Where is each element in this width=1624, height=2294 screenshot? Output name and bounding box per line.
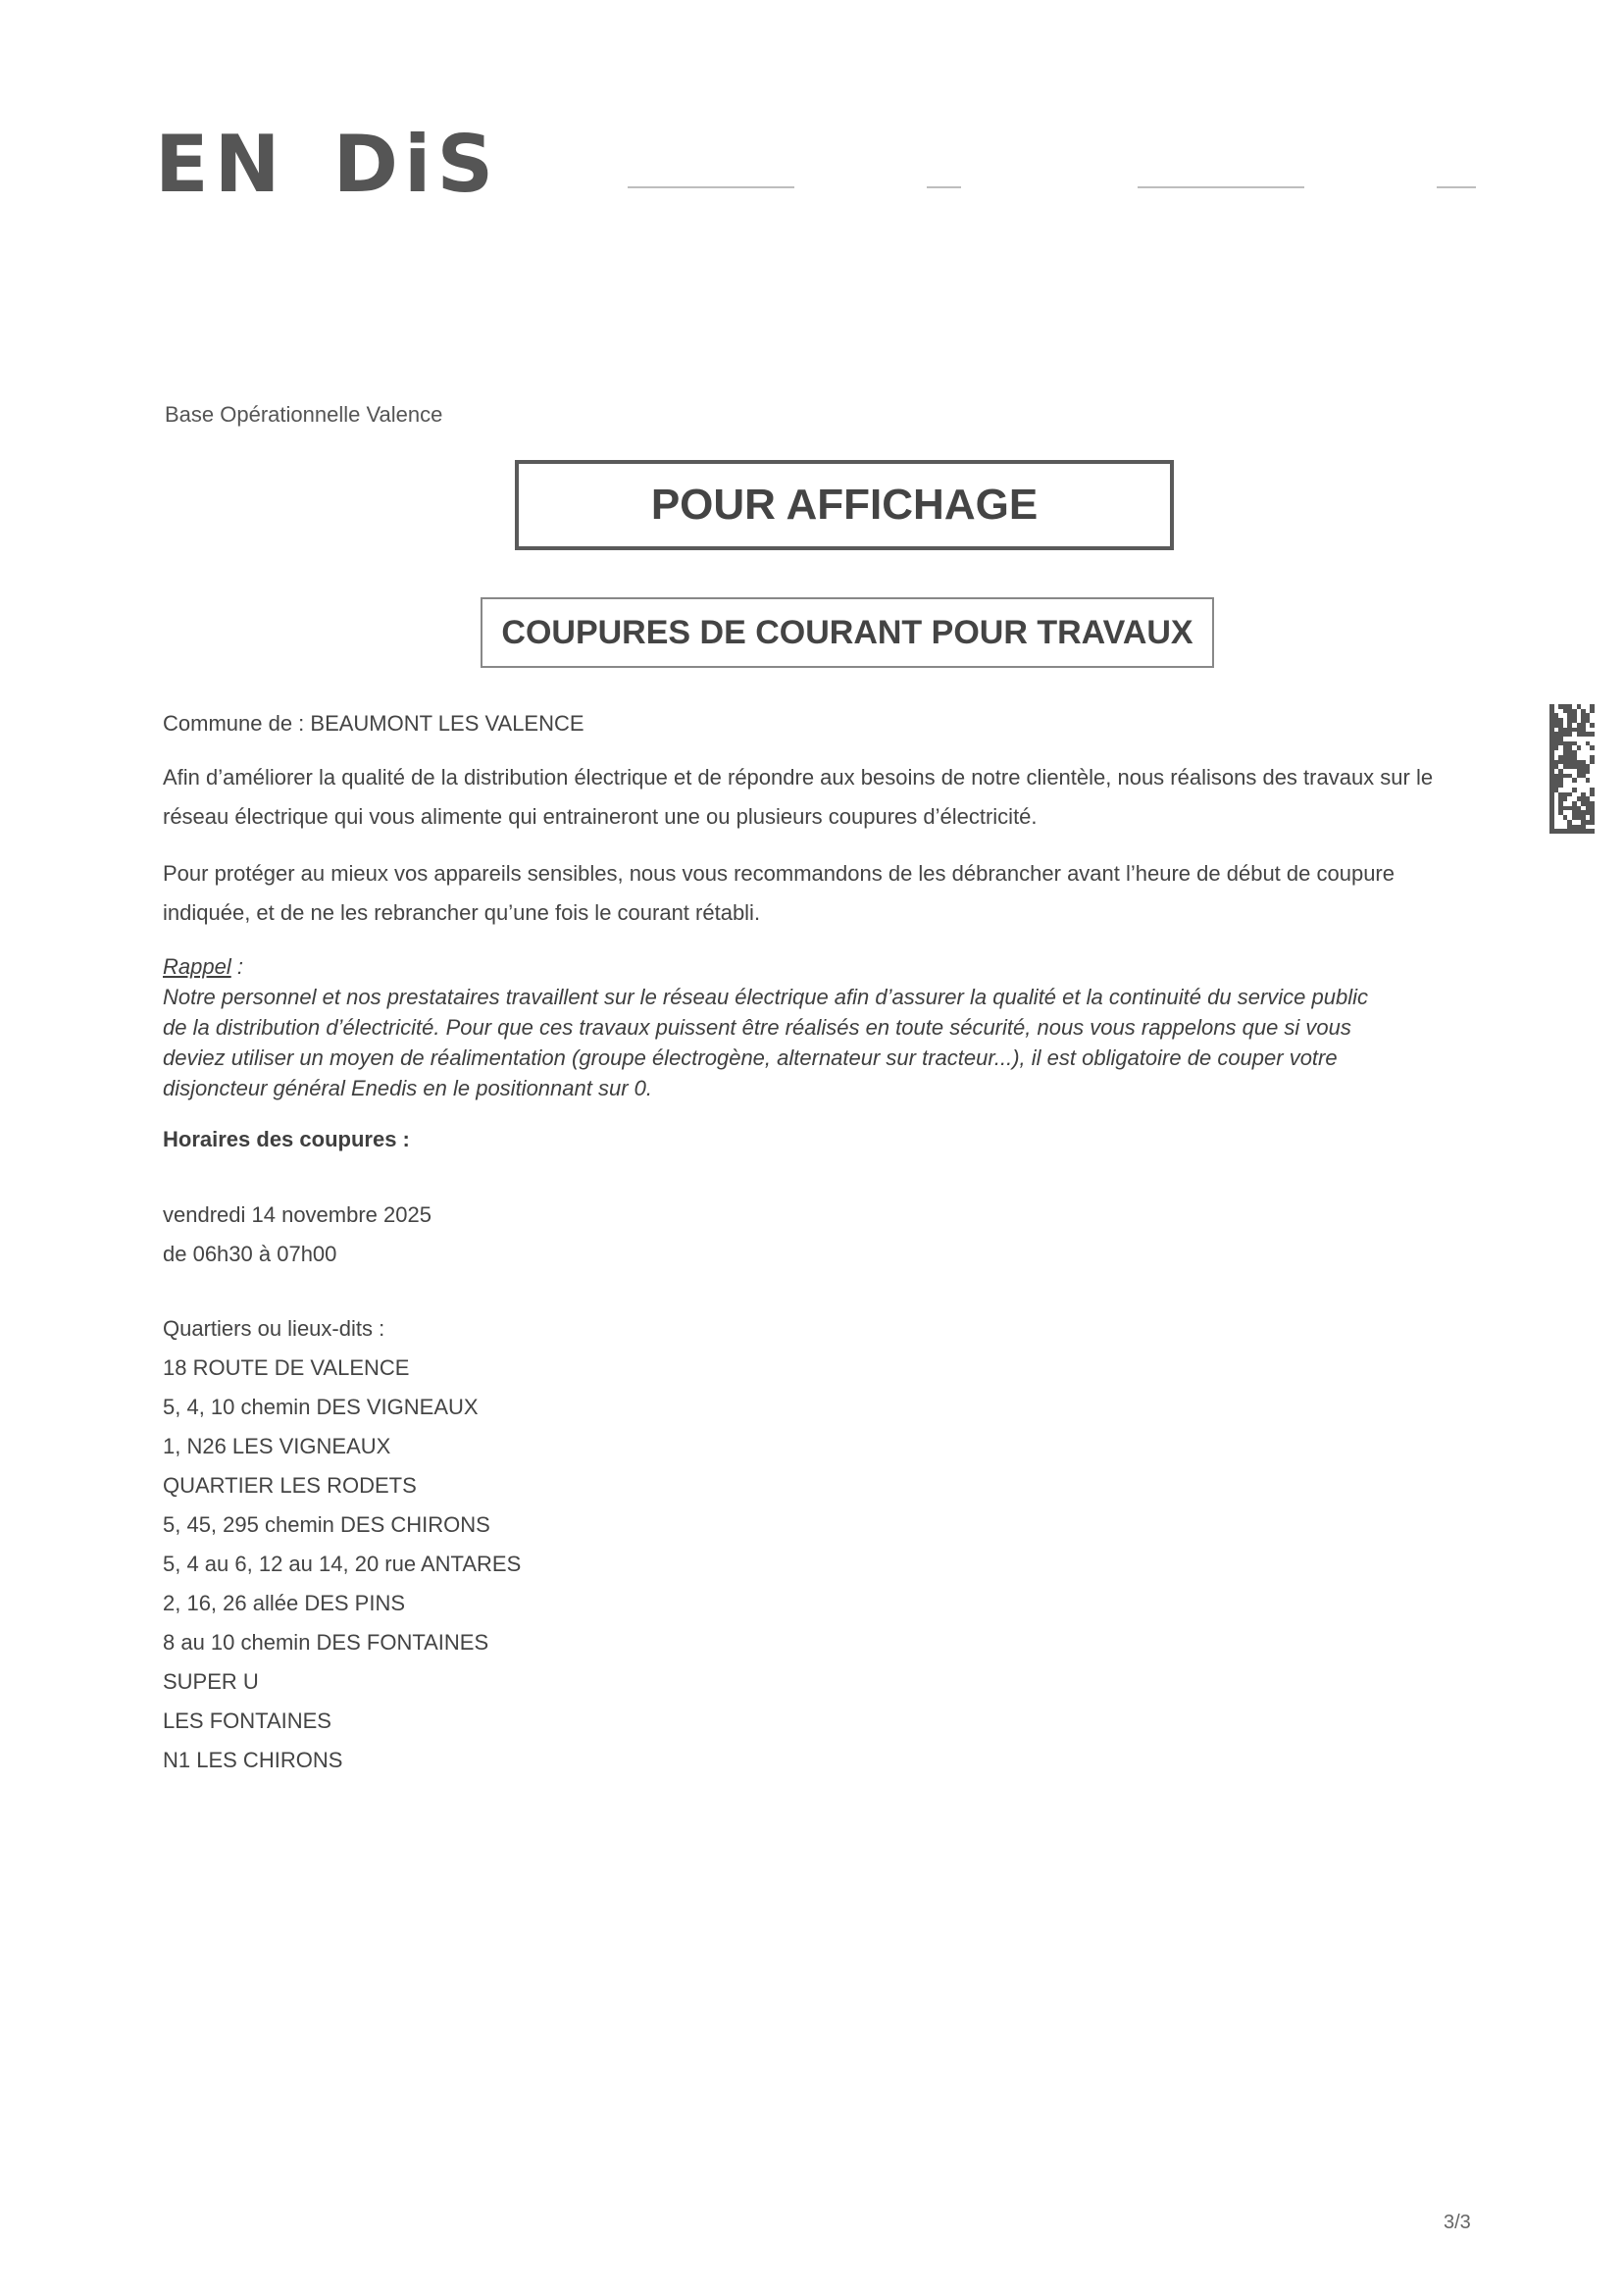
- advice-paragraph: Pour protéger au mieux vos appareils sensibles, nous vous recommandons de les débrancher avant l’heure de début de coupure indiquée, et de ne les rebrancher qu’une fois le courant rétabli.: [163, 861, 1395, 925]
- list-item: 2, 16, 26 allée DES PINS: [163, 1591, 406, 1615]
- rappel-title: Rappel: [163, 954, 231, 979]
- datamatrix-code: [1549, 704, 1595, 834]
- header-rule: [1138, 186, 1304, 188]
- page-subtitle: COUPURES DE COURANT POUR TRAVAUX: [501, 613, 1193, 651]
- rappel-line: deviez utiliser un moyen de réalimentation (groupe électrogène, alternateur sur tracteur...), il est obligatoire de couper votre: [163, 1045, 1338, 1070]
- schedule-block: [163, 1196, 1477, 1274]
- horaires-heading: Horaires des coupures :: [163, 1127, 410, 1151]
- datamatrix-cell: [1590, 829, 1595, 834]
- list-item: 1, N26 LES VIGNEAUX: [163, 1434, 391, 1458]
- logo-left-text: EN: [155, 119, 286, 210]
- rappel-colon: :: [230, 954, 243, 979]
- header-rule: [628, 186, 794, 188]
- list-item: QUARTIER LES RODETS: [163, 1473, 417, 1498]
- rappel-line: disjoncteur général Enedis en le positionnant sur 0.: [163, 1076, 652, 1100]
- rappel-line: de la distribution d’électricité. Pour que ces travaux puissent être réalisés en toute sécurité, nous vous rappelons que si vous: [163, 1015, 1351, 1040]
- page-number: 3/3: [1444, 2212, 1471, 2233]
- header-rule: [927, 186, 961, 188]
- list-item: 5, 4, 10 chemin DES VIGNEAUX: [163, 1395, 479, 1419]
- list-item: N1 LES CHIRONS: [163, 1748, 343, 1772]
- list-item: 18 ROUTE DE VALENCE: [163, 1355, 410, 1380]
- intro-paragraph: Afin d’améliorer la qualité de la distribution électrique et de répondre aux besoins de notre clientèle, nous réalisons des travaux sur le réseau électrique qui vous alimente qui entraineront une ou plusieurs coupures d’électricité.: [163, 765, 1434, 829]
- list-item: SUPER U: [163, 1669, 259, 1694]
- list-item: 5, 4 au 6, 12 au 14, 20 rue ANTARES: [163, 1552, 522, 1576]
- rappel-heading: [163, 951, 1477, 982]
- enedis-logo: [155, 119, 500, 210]
- quartiers-label: Quartiers ou lieux-dits :: [163, 1316, 385, 1341]
- rappel-block: [163, 951, 1477, 1103]
- base-label: Base Opérationnelle Valence: [165, 402, 443, 427]
- title-box-main: [515, 460, 1174, 550]
- list-item: 5, 45, 295 chemin DES CHIRONS: [163, 1512, 490, 1537]
- quartiers-list: [163, 1349, 1477, 1780]
- rappel-line: Notre personnel et nos prestataires travaillent sur le réseau électrique afin d’assurer la qualité et la continuité du service public: [163, 985, 1369, 1009]
- schedule-date: vendredi 14 novembre 2025: [163, 1202, 431, 1227]
- title-box-sub: [481, 597, 1214, 668]
- header-rule: [1437, 186, 1476, 188]
- page-title: POUR AFFICHAGE: [650, 481, 1039, 529]
- commune-line: Commune de : BEAUMONT LES VALENCE: [163, 711, 584, 736]
- list-item: LES FONTAINES: [163, 1708, 331, 1733]
- logo-right-text: DiS: [332, 119, 500, 210]
- quartiers-block: [163, 1309, 1477, 1780]
- list-item: 8 au 10 chemin DES FONTAINES: [163, 1630, 489, 1655]
- schedule-time: de 06h30 à 07h00: [163, 1242, 337, 1266]
